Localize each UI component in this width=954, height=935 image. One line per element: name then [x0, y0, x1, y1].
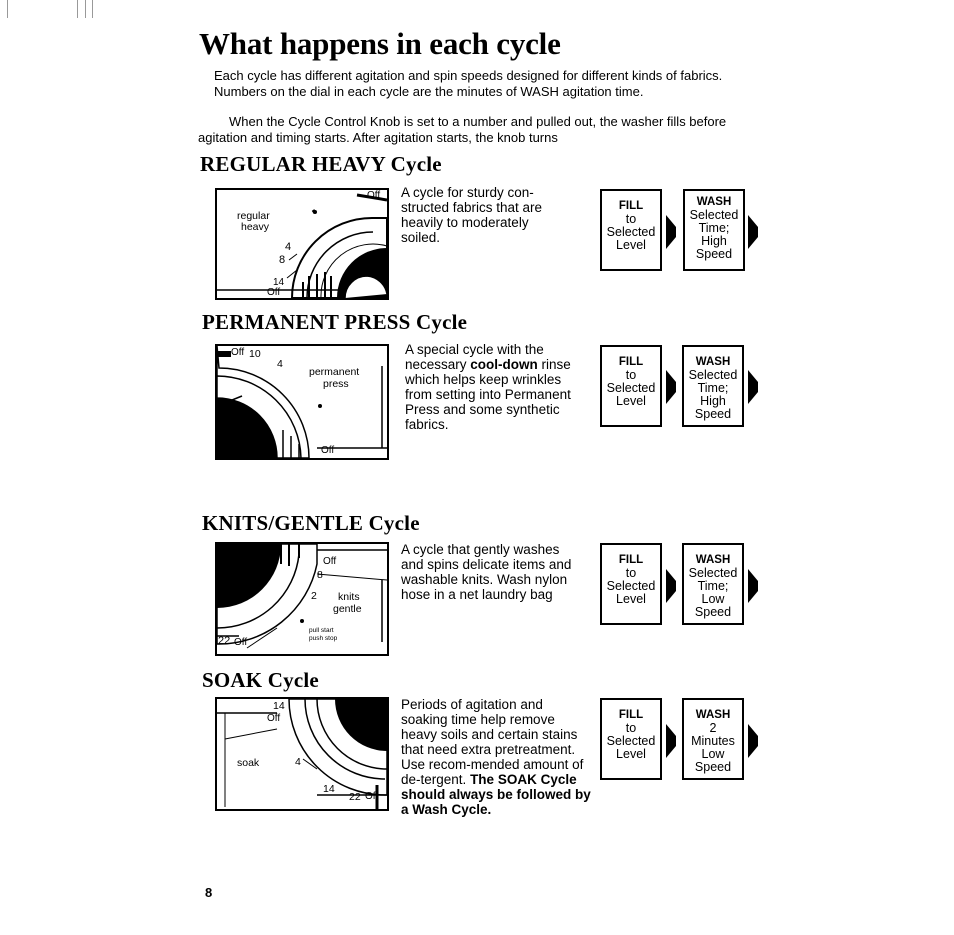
arrow-right-icon: [748, 724, 758, 758]
dial-label-heavy: heavy: [241, 221, 270, 233]
fill-step-text: Level: [616, 747, 646, 761]
dial-number: 14: [323, 783, 335, 795]
arrow-right-icon: [748, 569, 758, 603]
fill-step-text: Selected: [606, 579, 656, 593]
dial-off-label: Off: [267, 713, 281, 724]
desc-text: A special cycle with the necessary: [405, 342, 544, 372]
dial-number: 8: [279, 254, 286, 266]
wash-step-box: [682, 698, 744, 780]
desc-bold-text: cool-down: [470, 357, 538, 372]
dial-regular-heavy: [215, 188, 389, 300]
dial-label-permanent: permanent: [309, 366, 360, 378]
margin-mark: [92, 0, 93, 18]
arrow-right-icon: [748, 215, 758, 249]
fill-step-text: to: [625, 566, 637, 580]
arrow-right-icon: [666, 569, 676, 603]
dial-label-soak: soak: [237, 757, 260, 769]
wash-step-text: Selected: [688, 368, 738, 382]
dial-pointer-dot: [313, 210, 317, 214]
dial-off-label: Off: [234, 637, 248, 648]
wash-step-text: Speed: [694, 605, 732, 619]
dial-number: 22: [218, 635, 231, 647]
desc-text: rinse which helps keep wrinkles from setting into Permanent Press and some synthetic fabrics.: [405, 357, 571, 432]
dial-off-label: Off: [365, 791, 379, 802]
dial-number: 4: [295, 756, 301, 768]
dial-number: 2: [311, 590, 317, 602]
wash-step-text: Selected: [688, 566, 738, 580]
wash-step-text: Speed: [695, 247, 733, 261]
dial-push-label: push stop: [309, 635, 338, 642]
cycle-description: [401, 697, 591, 817]
fill-step-heading: FILL: [618, 200, 644, 212]
intro-paragraph-1: Each cycle has different agitation and spin speeds designed for different kinds of fabrics. Numbers on the dial in each cycle are the minutes of WASH agitation time.: [214, 68, 723, 99]
fill-step-box: [600, 345, 662, 427]
dial-permanent-press: [215, 344, 389, 460]
wash-step-text: Minutes: [691, 734, 735, 748]
page-title: What happens in each cycle: [199, 26, 561, 61]
fill-step-text: Level: [616, 592, 646, 606]
section-title-regular-heavy: REGULAR HEAVY Cycle: [200, 152, 442, 176]
fill-step-heading: FILL: [618, 356, 644, 368]
fill-step-text: Selected: [606, 225, 656, 239]
wash-step-text: Time;: [698, 221, 730, 235]
fill-step-box: [600, 189, 662, 271]
dial-number: 4: [285, 241, 292, 253]
dial-number: 4: [277, 358, 283, 370]
arrow-right-icon: [666, 215, 676, 249]
fill-step-text: to: [625, 721, 637, 735]
intro-paragraph-2-text: When the Cycle Control Knob is set to a number and pulled out, the washer fills before agitation and timing starts. After agitation starts, the knob turns: [198, 114, 727, 145]
wash-step-box: [682, 345, 744, 427]
dial-number: 14: [273, 700, 285, 712]
section-title-soak: SOAK Cycle: [202, 668, 319, 692]
wash-step-heading: WASH: [696, 196, 732, 208]
dial-pointer-dot: [300, 619, 304, 623]
margin-mark: [7, 0, 8, 18]
dial-number: 8: [317, 569, 323, 581]
fill-step-text: Level: [616, 238, 646, 252]
fill-step-text: to: [625, 212, 637, 226]
dial-label-gentle: gentle: [333, 603, 362, 615]
desc-text: Periods of agitation and soaking time help remove heavy soils and certain stains that need extra pretreatment. Use recom-mended amount of de-tergent.: [401, 697, 584, 787]
arrow-right-icon: [666, 724, 676, 758]
dial-off-label: Off: [367, 190, 381, 201]
wash-step-text: 2: [709, 721, 717, 735]
dial-number: 14: [273, 277, 285, 288]
wash-step-text: Time;: [697, 579, 729, 593]
wash-step-heading: WASH: [695, 356, 731, 368]
dial-off-label: Off: [323, 556, 337, 567]
wash-step-text: High: [701, 234, 727, 248]
cycle-description: A cycle that gently washes and spins delicate items and washable knits. Wash nylon hose in a net laundry bag: [401, 542, 572, 602]
wash-step-text: Time;: [697, 381, 729, 395]
section-title-knits-gentle: KNITS/GENTLE Cycle: [202, 511, 420, 535]
section-title-permanent-press: PERMANENT PRESS Cycle: [202, 310, 468, 334]
fill-step-heading: FILL: [618, 554, 644, 566]
margin-mark: [77, 0, 78, 18]
wash-step-text: Selected: [689, 208, 739, 222]
fill-step-heading: FILL: [618, 709, 644, 721]
dial-off-label: Off: [231, 347, 245, 358]
wash-step-box: [682, 543, 744, 625]
wash-step-box: [683, 189, 745, 271]
fill-step-box: [600, 543, 662, 625]
dial-label-knits: knits: [338, 591, 360, 603]
arrow-right-icon: [748, 370, 758, 404]
cycle-description: [405, 342, 590, 432]
dial-label-press: press: [323, 378, 349, 390]
fill-step-text: Level: [616, 394, 646, 408]
dial-off-label: Off: [321, 445, 335, 456]
wash-step-heading: WASH: [695, 709, 731, 721]
cycle-description: A cycle for sturdy con-structed fabrics that are heavily to moderately soiled.: [401, 185, 543, 245]
dial-off-label: Off: [267, 287, 281, 298]
wash-step-text: Speed: [694, 760, 732, 774]
dial-pointer-dot: [318, 404, 322, 408]
desc-bold-text: The SOAK Cycle should always be followed by a Wash Cycle.: [401, 772, 591, 817]
wash-step-text: High: [700, 394, 726, 408]
fill-step-text: Selected: [606, 734, 656, 748]
dial-label-regular: regular: [237, 210, 270, 222]
intro-paragraph-2: [198, 114, 758, 145]
dial-soak: [215, 697, 389, 811]
wash-step-text: Speed: [694, 407, 732, 421]
margin-mark: [85, 0, 86, 18]
arrow-right-icon: [666, 370, 676, 404]
fill-step-text: Selected: [606, 381, 656, 395]
dial-number: 22: [349, 791, 361, 803]
dial-knits-gentle: [215, 542, 389, 656]
fill-step-box: [600, 698, 662, 780]
dial-number: 10: [249, 348, 261, 360]
page-number: 8: [205, 885, 213, 900]
fill-step-text: to: [625, 368, 637, 382]
wash-step-text: Low: [701, 592, 725, 606]
dial-pull-label: pull start: [309, 627, 334, 634]
wash-step-text: Low: [701, 747, 725, 761]
wash-step-heading: WASH: [695, 554, 731, 566]
